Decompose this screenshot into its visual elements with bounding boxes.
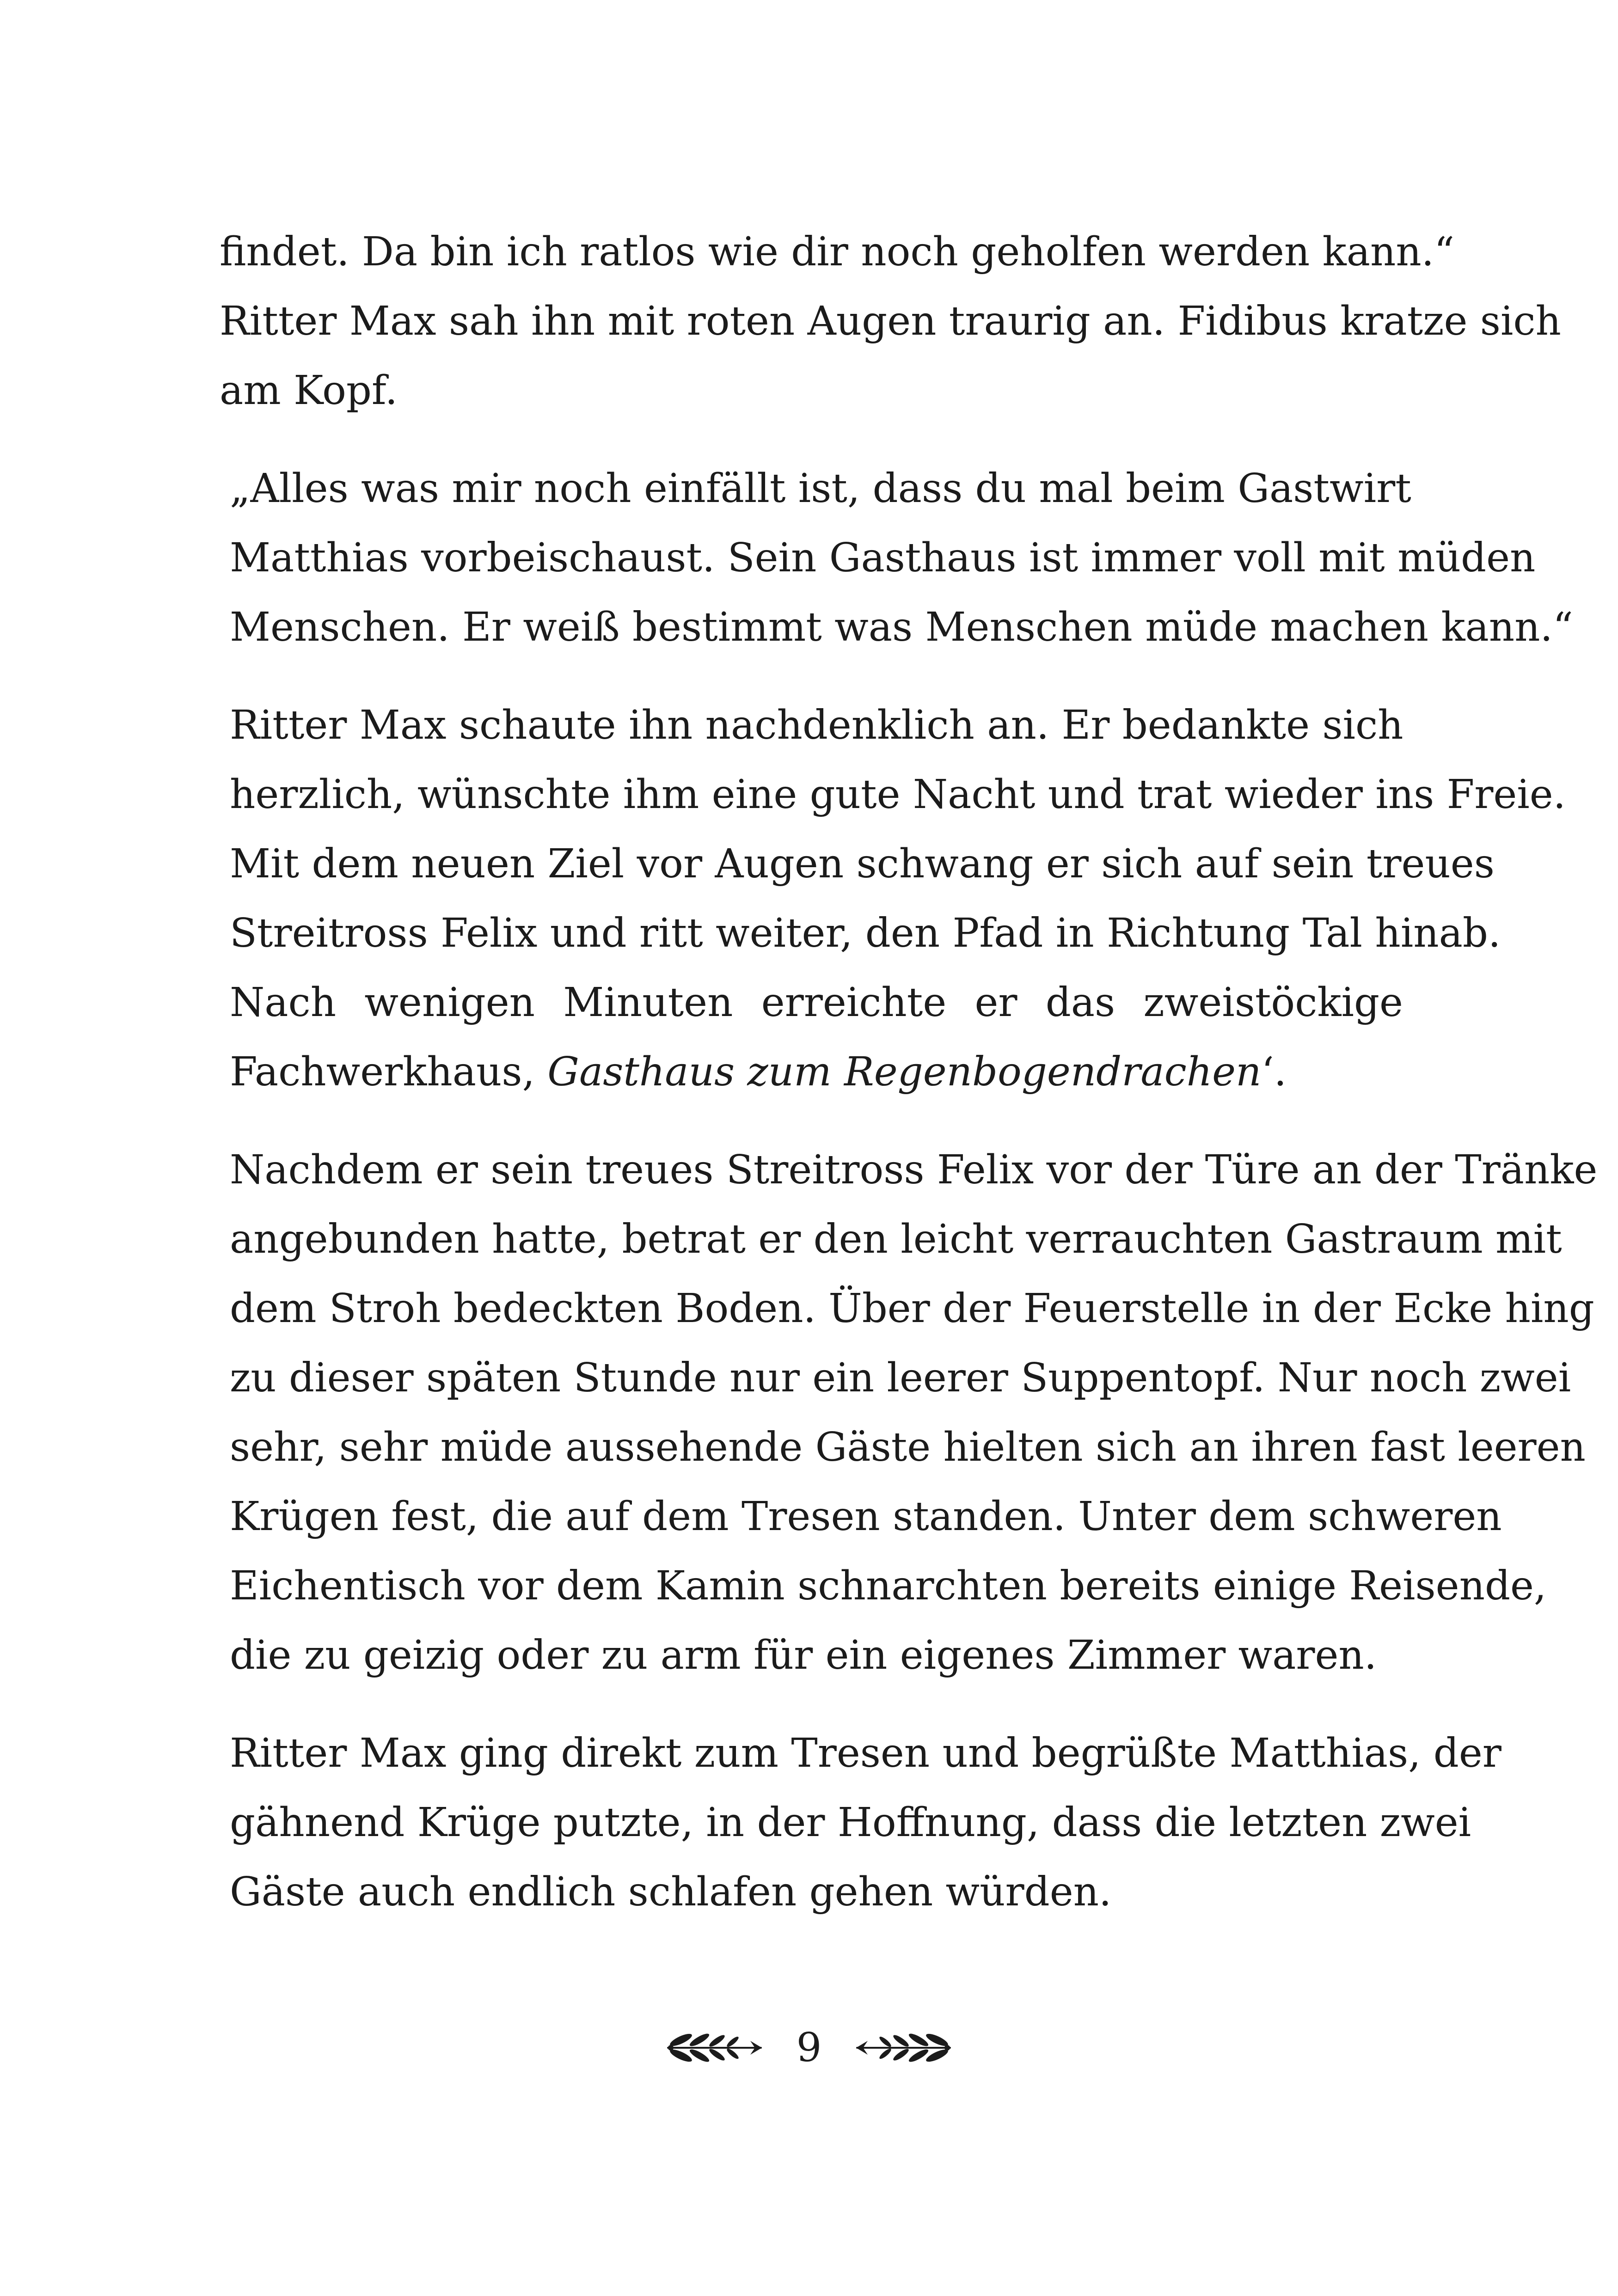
text-line-spread bbox=[220, 968, 1403, 1037]
text-line: Ritter Max sah ihn mit roten Augen traurig an. Fidibus kratze sich bbox=[220, 298, 1561, 344]
text-line: Gäste auch endlich schlafen gehen würden. bbox=[230, 1869, 1112, 1915]
text-line: angebunden hatte, betrat er den leicht verrauchten Gastraum mit bbox=[230, 1216, 1562, 1262]
text-line: die zu geizig oder zu arm für ein eigenes Zimmer waren. bbox=[230, 1632, 1377, 1678]
leaf-branch-icon bbox=[849, 2027, 956, 2069]
text-line bbox=[220, 1037, 1403, 1107]
page-number: 9 bbox=[796, 2025, 822, 2071]
text-line: „Alles was mir noch einfällt ist, dass du mal beim Gastwirt bbox=[230, 465, 1411, 512]
text-line: dem Stroh bedeckten Boden. Über der Feuerstelle in der Ecke hing bbox=[230, 1286, 1594, 1332]
text-line: findet. Da bin ich ratlos wie dir noch geholfen werden kann.“ bbox=[220, 229, 1455, 275]
paragraph-5 bbox=[220, 1719, 1502, 1927]
text-line: sehr, sehr müde aussehende Gäste hielten sich an ihren fast leeren bbox=[230, 1424, 1586, 1470]
word: er bbox=[974, 980, 1017, 1026]
word: Minuten bbox=[563, 980, 733, 1026]
text-line: herzlich, wünschte ihm eine gute Nacht und trat wieder ins Freie. bbox=[230, 771, 1566, 818]
text-line: Menschen. Er weiß bestimmt was Menschen müde machen kann.“ bbox=[230, 604, 1573, 650]
text-line: Mit dem neuen Ziel vor Augen schwang er sich auf sein treues bbox=[230, 841, 1495, 887]
body-text bbox=[220, 217, 1598, 1955]
word: zweistöckige bbox=[1143, 980, 1403, 1026]
text-line: Matthias vorbeischaust. Sein Gasthaus ist immer voll mit müden bbox=[230, 535, 1536, 581]
text-line: zu dieser späten Stunde nur ein leerer Suppentopf. Nur noch zwei bbox=[230, 1355, 1571, 1401]
word: das bbox=[1045, 980, 1115, 1026]
leaf-branch-icon bbox=[662, 2027, 769, 2069]
word: wenigen bbox=[364, 980, 535, 1026]
page-footer bbox=[0, 2013, 1618, 2082]
text-line: Ritter Max schaute ihn nachdenklich an. Er bedankte sich bbox=[230, 702, 1403, 748]
paragraph-1 bbox=[220, 217, 1561, 425]
text-line: Streitross Felix und ritt weiter, den Pfad in Richtung Tal hinab. bbox=[230, 910, 1501, 956]
text-line: am Kopf. bbox=[220, 367, 398, 414]
text-line: Nachdem er sein treues Streitross Felix vor der Türe an der Tränke bbox=[230, 1147, 1598, 1193]
line-prefix: Fachwerkhaus, bbox=[230, 1049, 548, 1095]
word: Nach bbox=[230, 980, 337, 1026]
line-suffix: ‘. bbox=[1261, 1049, 1287, 1095]
paragraph-2 bbox=[220, 454, 1573, 662]
text-line: Eichentisch vor dem Kamin schnarchten bereits einige Reisende, bbox=[230, 1563, 1547, 1609]
text-line: Ritter Max ging direkt zum Tresen und begrüßte Matthias, der bbox=[230, 1730, 1502, 1776]
paragraph-3 bbox=[220, 691, 1566, 1107]
word: erreichte bbox=[761, 980, 947, 1026]
inn-name: Gasthaus zum Regenbogendrachen bbox=[547, 1049, 1262, 1095]
paragraph-4 bbox=[220, 1135, 1598, 1690]
text-line: Krügen fest, die auf dem Tresen standen. Unter dem schweren bbox=[230, 1494, 1502, 1540]
text-line: gähnend Krüge putzte, in der Hoffnung, dass die letzten zwei bbox=[230, 1800, 1471, 1846]
